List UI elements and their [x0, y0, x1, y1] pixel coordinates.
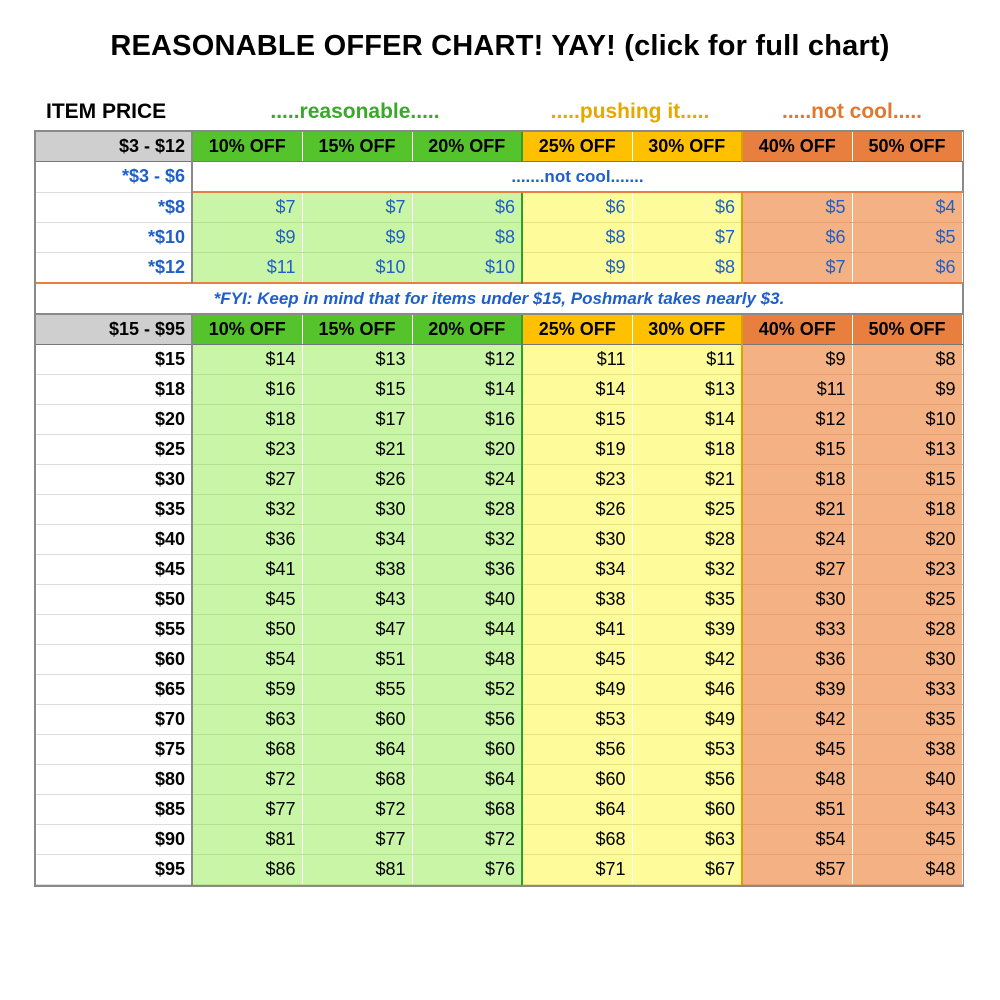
offer-price-cell: $48	[742, 765, 852, 795]
offer-price-cell: $77	[192, 795, 302, 825]
item-price-cell: $15	[36, 345, 192, 375]
offer-price-cell: $8	[852, 345, 962, 375]
table-row	[36, 192, 962, 223]
not-cool-banner-row	[36, 162, 962, 193]
table-row	[36, 765, 962, 795]
offer-price-cell: $55	[302, 675, 412, 705]
offer-price-cell: $45	[522, 645, 632, 675]
offer-price-cell: $43	[302, 585, 412, 615]
offer-price-cell: $11	[742, 375, 852, 405]
offer-price-cell: $26	[302, 465, 412, 495]
offer-price-cell: $64	[412, 765, 522, 795]
section2-range-label: $15 - $95	[36, 314, 192, 345]
offer-price-cell: $24	[412, 465, 522, 495]
item-price-cell: $45	[36, 555, 192, 585]
offer-price-cell: $34	[522, 555, 632, 585]
section1-header-row	[36, 132, 962, 162]
offer-price-cell: $6	[522, 192, 632, 223]
offer-price-cell: $6	[742, 223, 852, 253]
offer-price-cell: $7	[632, 223, 742, 253]
offer-price-cell: $68	[412, 795, 522, 825]
item-price-cell: $30	[36, 465, 192, 495]
offer-price-cell: $67	[632, 855, 742, 885]
offer-price-cell: $54	[742, 825, 852, 855]
offer-price-cell: $21	[742, 495, 852, 525]
offer-price-cell: $20	[412, 435, 522, 465]
item-price-cell: *$12	[36, 253, 192, 284]
offer-price-cell: $9	[852, 375, 962, 405]
offer-price-cell: $8	[522, 223, 632, 253]
fyi-note: *FYI: Keep in mind that for items under $15, Poshmark takes nearly $3.	[36, 283, 962, 314]
offer-price-cell: $68	[192, 735, 302, 765]
offer-price-cell: $14	[412, 375, 522, 405]
offer-price-cell: $9	[192, 223, 302, 253]
offer-price-cell: $46	[632, 675, 742, 705]
item-price-cell: *$8	[36, 192, 192, 223]
offer-price-cell: $30	[852, 645, 962, 675]
fyi-row	[36, 283, 962, 314]
discount-header: 10% OFF	[192, 132, 302, 162]
offer-price-cell: $7	[192, 192, 302, 223]
discount-header: 25% OFF	[522, 132, 632, 162]
offer-price-cell: $18	[632, 435, 742, 465]
item-price-cell: $18	[36, 375, 192, 405]
offer-price-cell: $48	[412, 645, 522, 675]
table-row	[36, 645, 962, 675]
offer-price-cell: $81	[302, 855, 412, 885]
offer-price-cell: $34	[302, 525, 412, 555]
chart-title[interactable]: REASONABLE OFFER CHART! YAY! (click for full chart)	[110, 30, 890, 62]
table-row	[36, 795, 962, 825]
reasonable-label: .....reasonable.....	[270, 100, 440, 123]
item-price-cell: $55	[36, 615, 192, 645]
offer-price-cell: $28	[852, 615, 962, 645]
table-row	[36, 615, 962, 645]
offer-price-cell: $86	[192, 855, 302, 885]
table-row	[36, 735, 962, 765]
offer-price-cell: $8	[632, 253, 742, 284]
offer-price-cell: $42	[632, 645, 742, 675]
offer-price-cell: $38	[852, 735, 962, 765]
offer-price-cell: $72	[412, 825, 522, 855]
offer-price-cell: $72	[192, 765, 302, 795]
offer-price-cell: $28	[412, 495, 522, 525]
offer-price-cell: $63	[192, 705, 302, 735]
offer-table	[34, 130, 964, 887]
offer-price-cell: $10	[412, 253, 522, 284]
offer-price-cell: $13	[632, 375, 742, 405]
item-price-cell: $25	[36, 435, 192, 465]
discount-header: 50% OFF	[852, 314, 962, 345]
offer-price-cell: $36	[742, 645, 852, 675]
offer-price-cell: $45	[742, 735, 852, 765]
offer-price-cell: $40	[412, 585, 522, 615]
offer-price-cell: $50	[192, 615, 302, 645]
offer-price-cell: $8	[412, 223, 522, 253]
offer-price-cell: $6	[632, 192, 742, 223]
discount-header: 40% OFF	[742, 132, 852, 162]
offer-price-cell: $5	[852, 223, 962, 253]
offer-price-cell: $21	[632, 465, 742, 495]
table-row	[36, 345, 962, 375]
offer-price-cell: $32	[192, 495, 302, 525]
offer-price-cell: $81	[192, 825, 302, 855]
item-price-cell: $20	[36, 405, 192, 435]
table-row	[36, 705, 962, 735]
table-row	[36, 375, 962, 405]
item-price-cell: *$10	[36, 223, 192, 253]
offer-price-cell: $54	[192, 645, 302, 675]
item-price-cell: $90	[36, 825, 192, 855]
discount-header: 30% OFF	[632, 132, 742, 162]
offer-price-cell: $48	[852, 855, 962, 885]
offer-price-cell: $56	[632, 765, 742, 795]
offer-price-cell: $63	[632, 825, 742, 855]
table-row	[36, 435, 962, 465]
offer-price-cell: $25	[632, 495, 742, 525]
offer-price-cell: $57	[742, 855, 852, 885]
offer-price-cell: $60	[302, 705, 412, 735]
offer-price-cell: $18	[192, 405, 302, 435]
offer-price-cell: $41	[192, 555, 302, 585]
offer-price-cell: $32	[632, 555, 742, 585]
offer-price-cell: $36	[412, 555, 522, 585]
offer-price-cell: $9	[522, 253, 632, 284]
offer-price-cell: $15	[742, 435, 852, 465]
offer-price-cell: $21	[302, 435, 412, 465]
table-row	[36, 555, 962, 585]
item-price-cell: $85	[36, 795, 192, 825]
offer-price-cell: $41	[522, 615, 632, 645]
offer-price-cell: $27	[742, 555, 852, 585]
table-row	[36, 675, 962, 705]
offer-price-cell: $14	[522, 375, 632, 405]
item-price-cell: $80	[36, 765, 192, 795]
offer-price-cell: $11	[192, 253, 302, 284]
section2-header-row	[36, 314, 962, 345]
discount-header: 20% OFF	[412, 132, 522, 162]
offer-price-cell: $30	[742, 585, 852, 615]
offer-price-cell: $5	[742, 192, 852, 223]
offer-price-cell: $23	[192, 435, 302, 465]
offer-price-cell: $53	[522, 705, 632, 735]
offer-price-cell: $51	[302, 645, 412, 675]
discount-header: 20% OFF	[412, 314, 522, 345]
offer-price-cell: $44	[412, 615, 522, 645]
offer-price-cell: $40	[852, 765, 962, 795]
offer-price-cell: $13	[302, 345, 412, 375]
offer-price-cell: $71	[522, 855, 632, 885]
offer-price-cell: $7	[742, 253, 852, 284]
offer-price-cell: $15	[302, 375, 412, 405]
offer-price-cell: $10	[302, 253, 412, 284]
offer-price-cell: $14	[192, 345, 302, 375]
discount-header: 30% OFF	[632, 314, 742, 345]
table-row	[36, 223, 962, 253]
offer-price-cell: $43	[852, 795, 962, 825]
item-price-label: ITEM PRICE	[46, 100, 167, 123]
table-row	[36, 825, 962, 855]
discount-header: 15% OFF	[302, 132, 412, 162]
offer-price-cell: $77	[302, 825, 412, 855]
offer-price-cell: $17	[302, 405, 412, 435]
offer-price-cell: $35	[852, 705, 962, 735]
offer-price-cell: $52	[412, 675, 522, 705]
offer-price-cell: $49	[522, 675, 632, 705]
offer-price-cell: $11	[522, 345, 632, 375]
offer-price-cell: $30	[302, 495, 412, 525]
offer-price-cell: $18	[742, 465, 852, 495]
discount-header: 25% OFF	[522, 314, 632, 345]
offer-price-cell: $33	[852, 675, 962, 705]
offer-price-cell: $42	[742, 705, 852, 735]
offer-price-cell: $60	[412, 735, 522, 765]
item-price-cell: $95	[36, 855, 192, 885]
item-price-cell: $35	[36, 495, 192, 525]
offer-price-cell: $39	[742, 675, 852, 705]
discount-header: 50% OFF	[852, 132, 962, 162]
offer-price-cell: $53	[632, 735, 742, 765]
item-price-cell: $50	[36, 585, 192, 615]
offer-price-cell: $45	[852, 825, 962, 855]
offer-price-cell: $59	[192, 675, 302, 705]
offer-price-cell: $64	[522, 795, 632, 825]
table-row	[36, 253, 962, 284]
offer-price-cell: $14	[632, 405, 742, 435]
offer-price-cell: $68	[522, 825, 632, 855]
offer-price-cell: $60	[522, 765, 632, 795]
item-price-cell: $75	[36, 735, 192, 765]
offer-price-cell: $72	[302, 795, 412, 825]
offer-price-cell: $35	[632, 585, 742, 615]
offer-price-cell: $11	[632, 345, 742, 375]
discount-header: 10% OFF	[192, 314, 302, 345]
offer-price-cell: $49	[632, 705, 742, 735]
table-row	[36, 495, 962, 525]
offer-price-cell: $60	[632, 795, 742, 825]
offer-price-cell: $6	[852, 253, 962, 284]
offer-price-cell: $20	[852, 525, 962, 555]
table-row	[36, 465, 962, 495]
offer-price-cell: $16	[412, 405, 522, 435]
offer-price-cell: $4	[852, 192, 962, 223]
offer-price-cell: $23	[852, 555, 962, 585]
offer-price-cell: $27	[192, 465, 302, 495]
offer-price-cell: $18	[852, 495, 962, 525]
pushing-it-label: .....pushing it.....	[550, 100, 710, 123]
offer-price-cell: $38	[302, 555, 412, 585]
offer-price-cell: $9	[302, 223, 412, 253]
offer-price-cell: $32	[412, 525, 522, 555]
banner-price-label: *$3 - $6	[36, 162, 192, 193]
offer-price-cell: $26	[522, 495, 632, 525]
item-price-cell: $65	[36, 675, 192, 705]
table-row	[36, 405, 962, 435]
item-price-cell: $60	[36, 645, 192, 675]
not-cool-banner: .......not cool.......	[192, 162, 962, 193]
table-row	[36, 525, 962, 555]
offer-price-cell: $30	[522, 525, 632, 555]
offer-price-cell: $6	[412, 192, 522, 223]
offer-price-cell: $10	[852, 405, 962, 435]
offer-price-cell: $12	[412, 345, 522, 375]
discount-header: 15% OFF	[302, 314, 412, 345]
offer-price-cell: $28	[632, 525, 742, 555]
not-cool-label: .....not cool.....	[782, 100, 922, 123]
offer-price-cell: $15	[522, 405, 632, 435]
discount-header: 40% OFF	[742, 314, 852, 345]
offer-price-cell: $45	[192, 585, 302, 615]
offer-price-cell: $16	[192, 375, 302, 405]
offer-price-cell: $7	[302, 192, 412, 223]
table-row	[36, 585, 962, 615]
item-price-cell: $70	[36, 705, 192, 735]
offer-price-cell: $12	[742, 405, 852, 435]
offer-price-cell: $76	[412, 855, 522, 885]
offer-price-cell: $56	[522, 735, 632, 765]
offer-price-cell: $15	[852, 465, 962, 495]
offer-price-cell: $19	[522, 435, 632, 465]
offer-price-cell: $13	[852, 435, 962, 465]
offer-price-cell: $51	[742, 795, 852, 825]
offer-price-cell: $39	[632, 615, 742, 645]
offer-price-cell: $9	[742, 345, 852, 375]
offer-price-cell: $23	[522, 465, 632, 495]
offer-price-cell: $56	[412, 705, 522, 735]
offer-price-cell: $24	[742, 525, 852, 555]
offer-price-cell: $36	[192, 525, 302, 555]
offer-price-cell: $47	[302, 615, 412, 645]
item-price-cell: $40	[36, 525, 192, 555]
offer-price-cell: $33	[742, 615, 852, 645]
offer-price-cell: $38	[522, 585, 632, 615]
offer-price-cell: $68	[302, 765, 412, 795]
table-row	[36, 855, 962, 885]
section1-range-label: $3 - $12	[36, 132, 192, 162]
offer-price-cell: $64	[302, 735, 412, 765]
offer-price-cell: $25	[852, 585, 962, 615]
